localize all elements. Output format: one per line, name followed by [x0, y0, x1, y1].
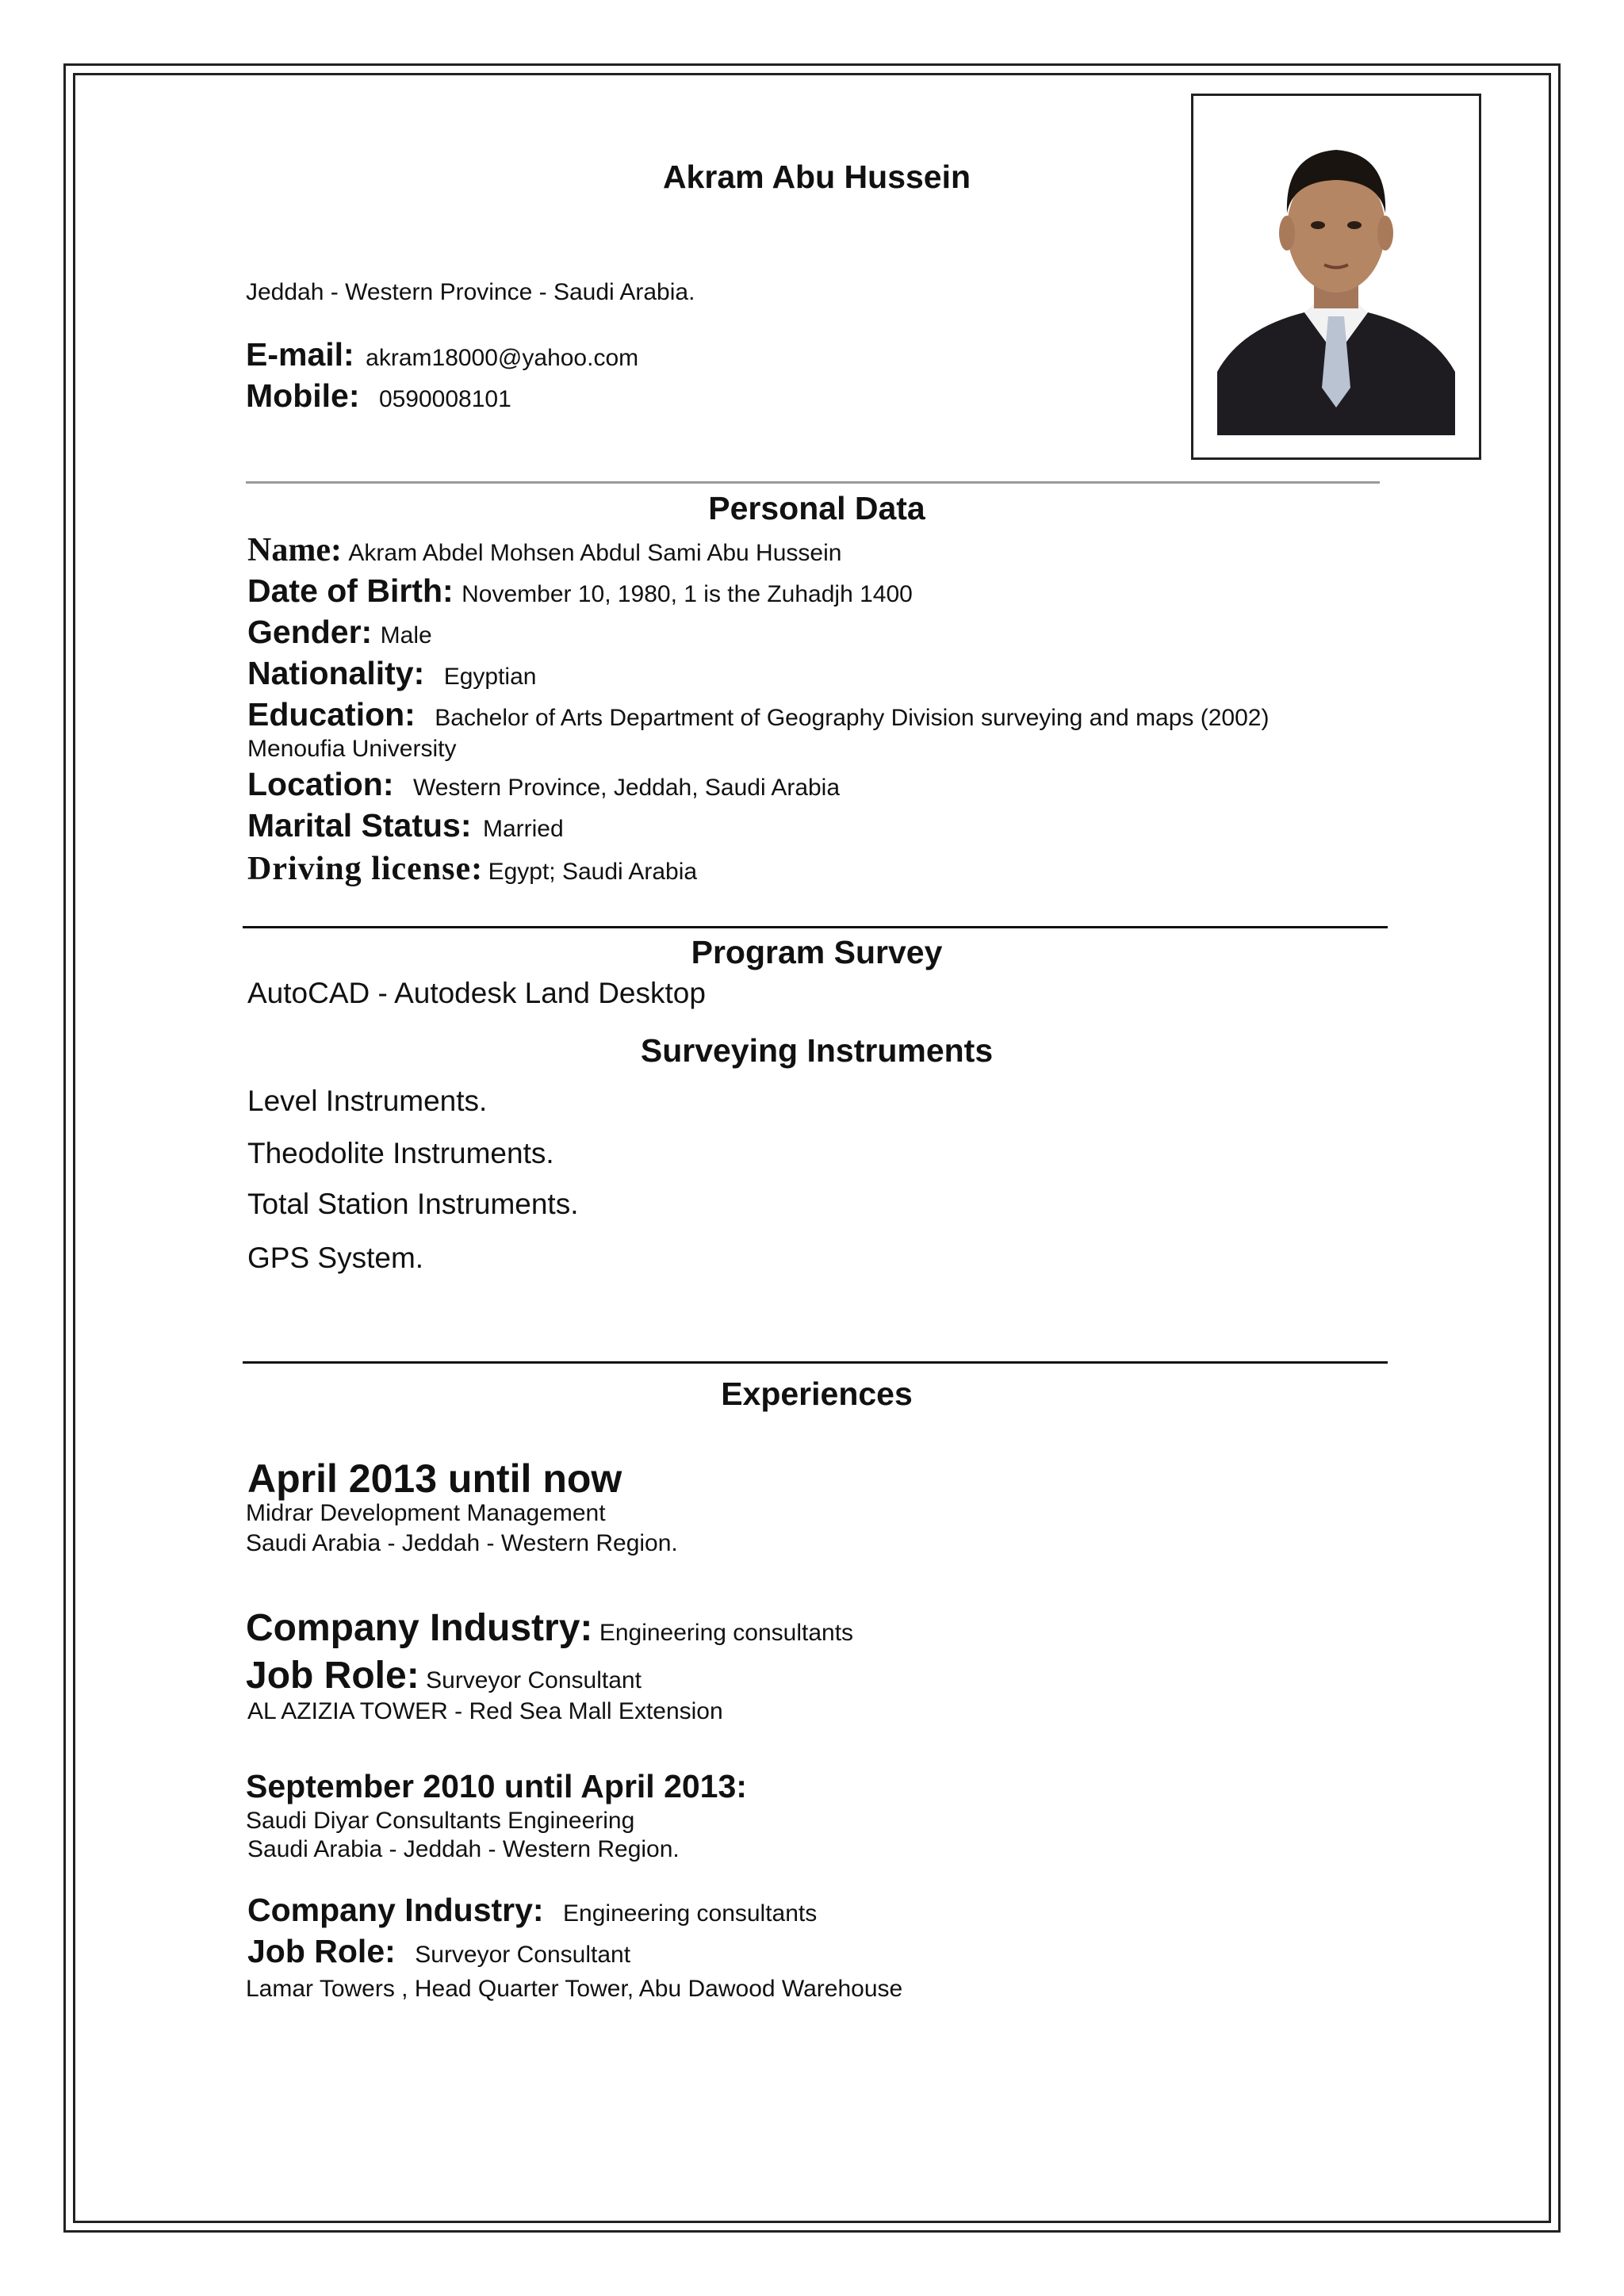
- location-line: [247, 766, 840, 803]
- location-value: Western Province, Jeddah, Saudi Arabia: [412, 775, 841, 801]
- job1-location: Saudi Arabia - Jeddah - Western Region.: [246, 1530, 678, 1556]
- list-item: Theodolite Instruments.: [247, 1137, 554, 1169]
- job1-industry-line: [246, 1606, 853, 1650]
- gender-label: Gender:: [247, 614, 373, 650]
- divider-header: [246, 481, 1380, 484]
- gender-line: [247, 614, 432, 651]
- nationality-value: Egyptian: [443, 664, 537, 690]
- job1-period: April 2013 until now: [247, 1456, 622, 1501]
- list-item: Level Instruments.: [247, 1085, 488, 1117]
- instruments-heading: Surveying Instruments: [640, 1032, 994, 1069]
- personal-data-heading: Personal Data: [708, 490, 925, 526]
- list-item: Total Station Instruments.: [247, 1188, 579, 1220]
- job1-projects: AL AZIZIA TOWER - Red Sea Mall Extension: [247, 1698, 723, 1724]
- email-line: [246, 336, 638, 373]
- profile-photo-icon: [1217, 118, 1455, 435]
- program-survey-text: AutoCAD - Autodesk Land Desktop: [247, 977, 706, 1009]
- mobile-line: [246, 377, 511, 415]
- profile-photo-frame: [1191, 94, 1481, 460]
- job2-period: September 2010 until April 2013:: [246, 1768, 747, 1804]
- dob-line: [247, 572, 913, 610]
- job1-industry-label: Company Industry:: [246, 1607, 593, 1649]
- job1-industry-value: Engineering consultants: [599, 1620, 854, 1646]
- education-university: Menoufia University: [247, 736, 457, 762]
- name-value: Akram Abdel Mohsen Abdul Sami Abu Hussein: [348, 540, 842, 566]
- mobile-label: Mobile:: [246, 377, 360, 414]
- address: Jeddah - Western Province - Saudi Arabia.: [246, 279, 695, 305]
- nationality-line: [247, 655, 536, 692]
- applicant-name: Akram Abu Hussein: [662, 159, 971, 195]
- email-value: akram18000@yahoo.com: [366, 345, 639, 371]
- program-survey-heading: Program Survey: [691, 934, 943, 970]
- divider-personal: [243, 926, 1388, 928]
- job1-company: Midrar Development Management: [246, 1500, 606, 1526]
- driving-label: Driving license:: [247, 851, 484, 887]
- education-line: [247, 696, 1269, 733]
- divider-instruments: [243, 1361, 1388, 1364]
- job1-role-line: [246, 1654, 642, 1697]
- dob-value: November 10, 1980, 1 is the Zuhadjh 1400: [462, 581, 913, 607]
- education-label: Education:: [247, 696, 416, 733]
- list-item: GPS System.: [247, 1242, 424, 1274]
- job2-company: Saudi Diyar Consultants Engineering: [246, 1808, 635, 1834]
- education-value: Bachelor of Arts Department of Geography Division surveying and maps (2002): [435, 705, 1270, 731]
- experiences-heading: Experiences: [721, 1376, 913, 1412]
- driving-value: Egypt; Saudi Arabia: [488, 859, 698, 885]
- job2-projects: Lamar Towers , Head Quarter Tower, Abu Dawood Warehouse: [246, 1976, 903, 2002]
- driving-line: [247, 850, 697, 888]
- location-label: Location:: [247, 766, 394, 802]
- marital-value: Married: [482, 816, 564, 842]
- job2-role-line: [247, 1933, 630, 1970]
- job2-industry-label: Company Industry:: [247, 1892, 544, 1928]
- job2-role-value: Surveyor Consultant: [415, 1942, 631, 1968]
- job1-role-label: Job Role:: [246, 1655, 419, 1697]
- marital-line: [247, 807, 564, 844]
- personal-name-line: [247, 531, 841, 569]
- job2-location: Saudi Arabia - Jeddah - Western Region.: [247, 1836, 680, 1862]
- job1-role-value: Surveyor Consultant: [426, 1667, 642, 1693]
- dob-label: Date of Birth:: [247, 572, 454, 609]
- marital-label: Marital Status:: [247, 807, 472, 844]
- nationality-label: Nationality:: [247, 655, 425, 691]
- name-label: Name:: [247, 532, 342, 568]
- mobile-value: 0590008101: [378, 386, 511, 412]
- job2-industry-value: Engineering consultants: [563, 1900, 818, 1927]
- email-label: E-mail:: [246, 336, 354, 373]
- job2-industry-line: [247, 1892, 817, 1929]
- job2-role-label: Job Role:: [247, 1933, 396, 1969]
- gender-value: Male: [380, 622, 432, 649]
